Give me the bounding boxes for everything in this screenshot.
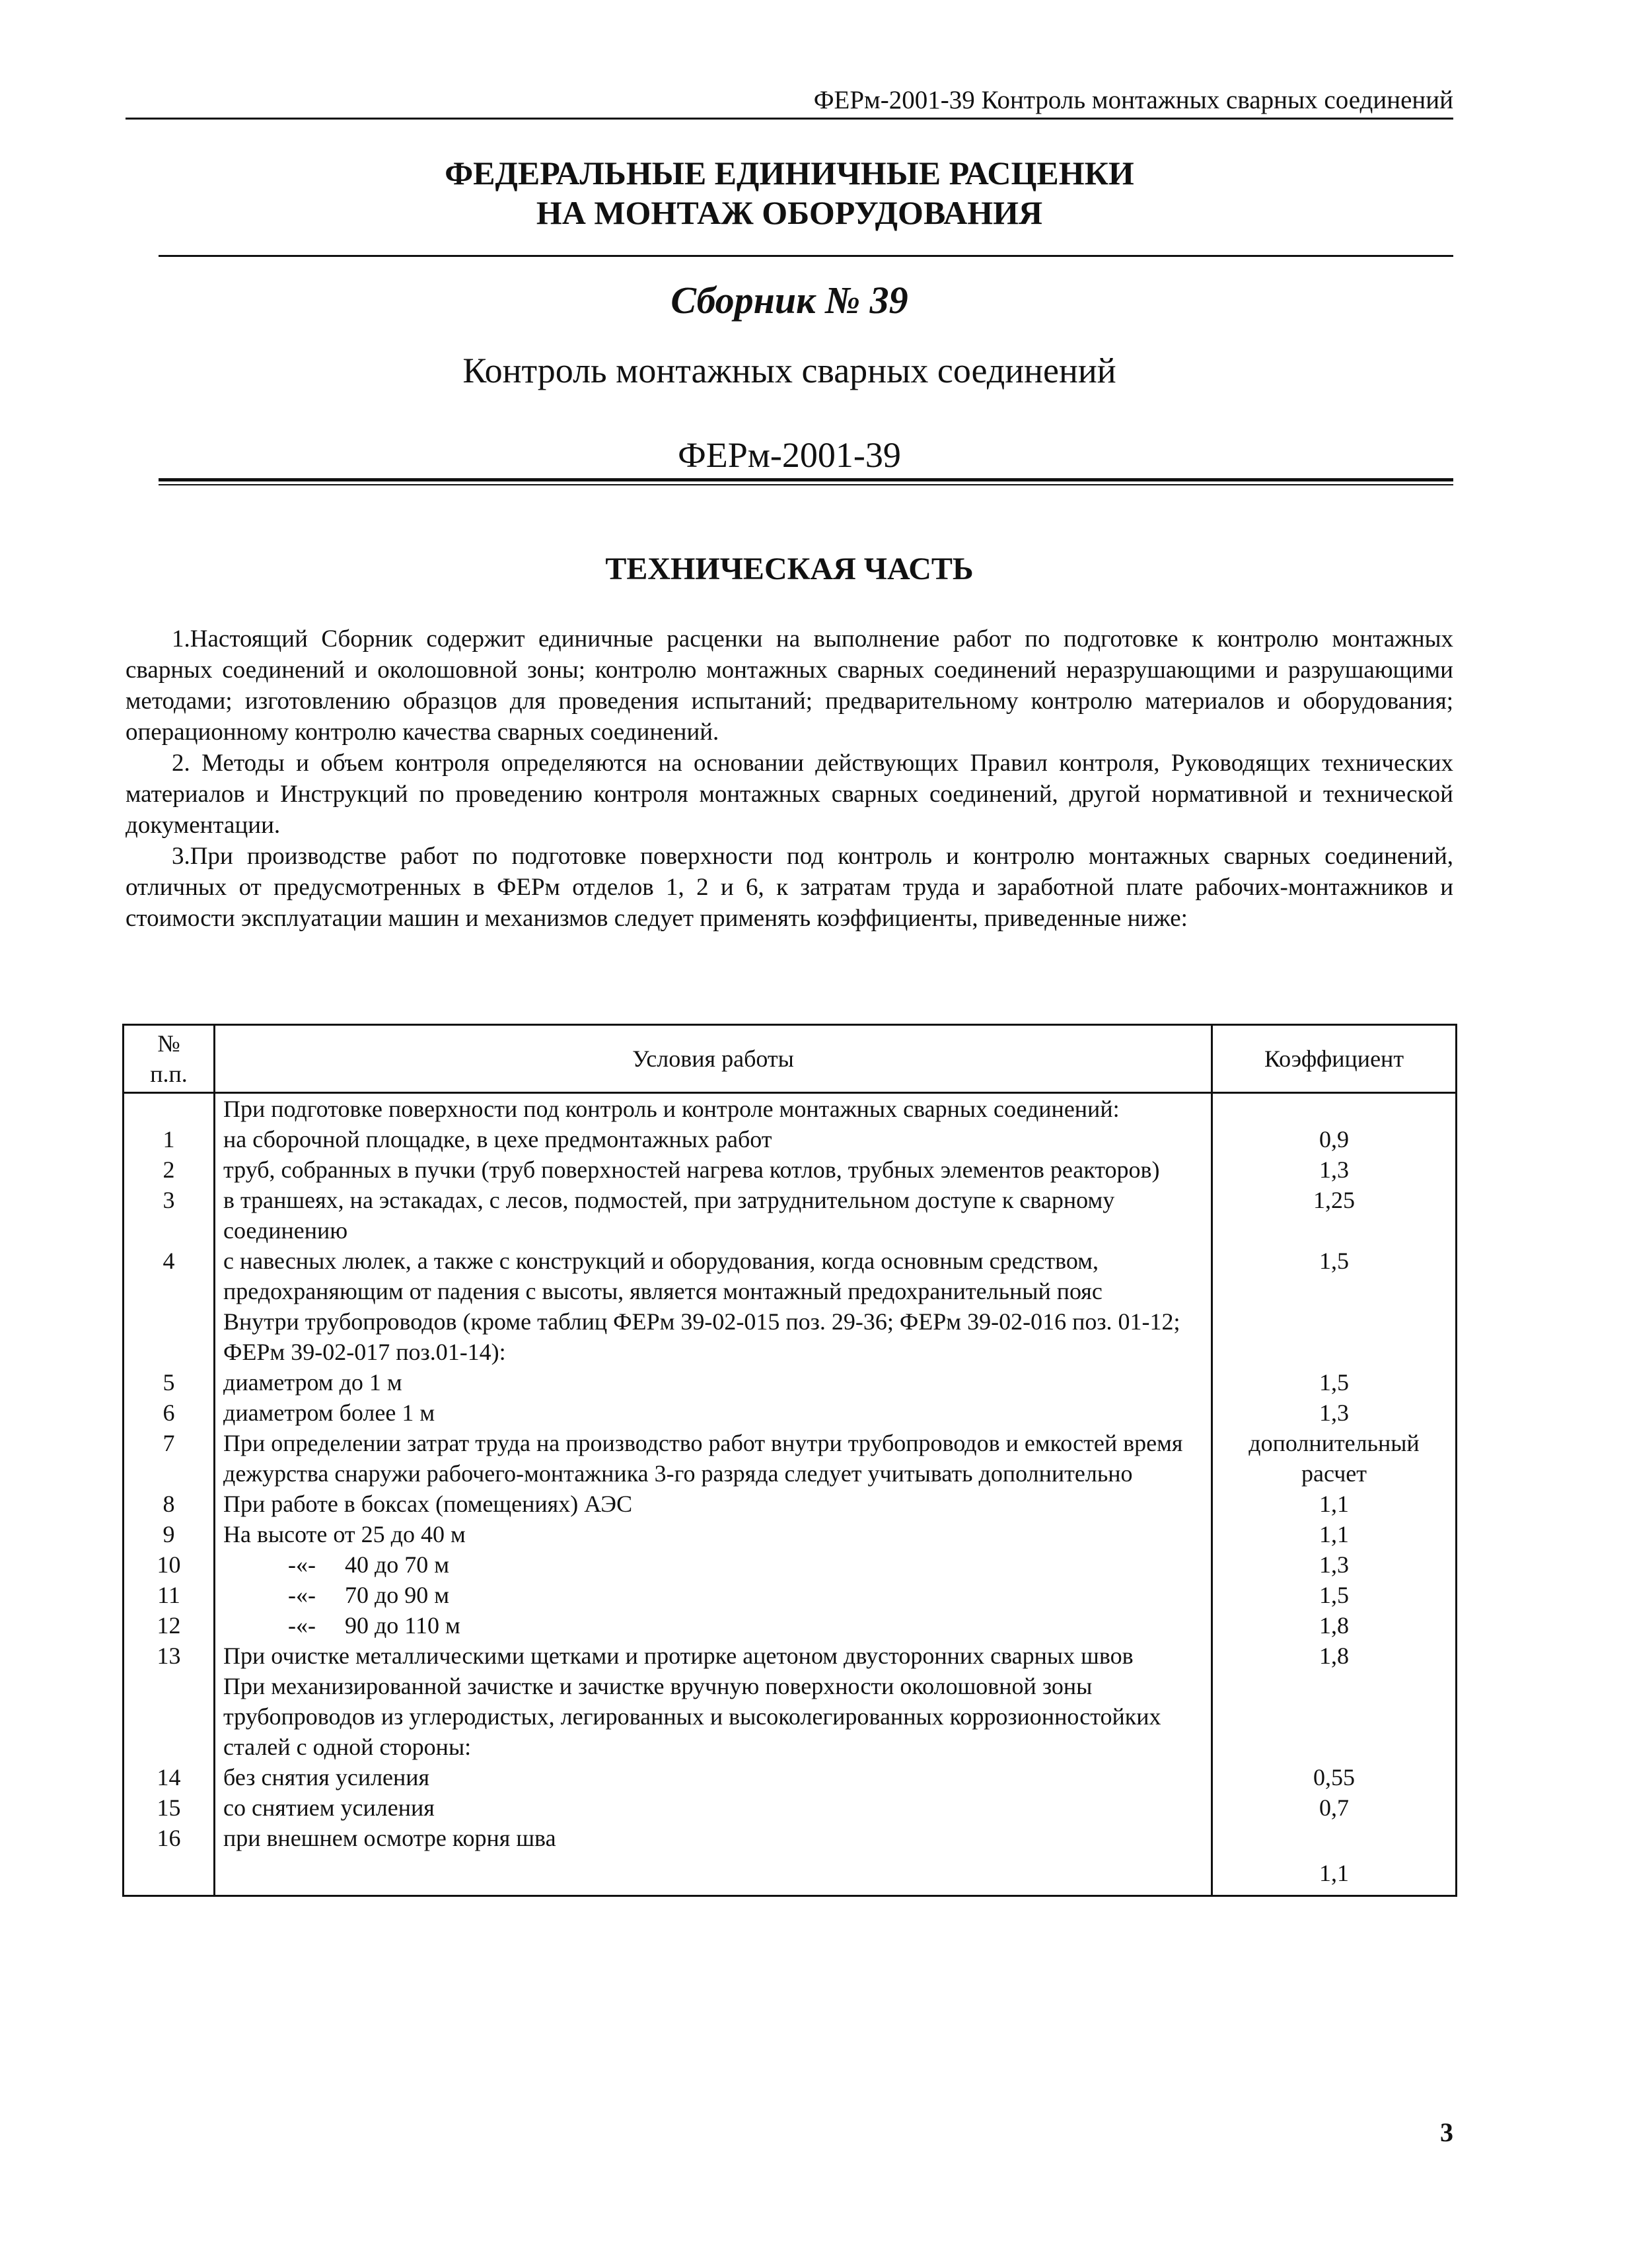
ditto-mark: -«- bbox=[288, 1551, 316, 1578]
height-range: 90 до 110 м bbox=[344, 1612, 460, 1639]
row-coefficient: 1,5 bbox=[1212, 1246, 1457, 1306]
row-condition: диаметром более 1 м bbox=[215, 1398, 1212, 1428]
table-row bbox=[124, 1428, 1457, 1489]
main-title bbox=[126, 153, 1453, 232]
coefficients-table-wrap bbox=[122, 1024, 1455, 1897]
collection-code: ФЕРм-2001-39 bbox=[678, 435, 901, 475]
table-row bbox=[124, 1185, 1457, 1246]
table-row bbox=[124, 1671, 1457, 1762]
row-num: 4 bbox=[124, 1246, 215, 1306]
row-condition: диаметром до 1 м bbox=[215, 1367, 1212, 1398]
table-row bbox=[124, 1762, 1457, 1792]
row-num: 13 bbox=[124, 1641, 215, 1671]
ditto-mark: -«- bbox=[288, 1582, 316, 1608]
row-condition: без снятия усиления bbox=[215, 1762, 1212, 1792]
row-condition: При работе в боксах (помещениях) АЭС bbox=[215, 1489, 1212, 1519]
row-num: 2 bbox=[124, 1154, 215, 1185]
row-num: 6 bbox=[124, 1398, 215, 1428]
header-num-line-2: п.п. bbox=[150, 1061, 188, 1087]
row-num bbox=[124, 1093, 215, 1125]
row-num: 3 bbox=[124, 1185, 215, 1246]
row-condition bbox=[215, 1580, 1212, 1610]
table-row bbox=[124, 1306, 1457, 1367]
height-range: 40 до 70 м bbox=[344, 1551, 450, 1578]
row-condition: При механизированной зачистке и зачистке вручную поверхности околошовной зоны трубопроводов из углеродистых, легированных и высоколегированных коррозионностойких сталей с одной стороны: bbox=[215, 1671, 1212, 1762]
collection-subtitle: Контроль монтажных сварных соединений bbox=[462, 351, 1116, 390]
table-row bbox=[124, 1549, 1457, 1580]
paragraph-2: 2. Методы и объем контроля определяются на основании действующих Правил контроля, Руководящих технических материалов и Инструкций по проведению контроля монтажных сварных соединений, другой нормативной и технической документации. bbox=[126, 750, 1453, 839]
row-coefficient bbox=[1212, 1306, 1457, 1367]
row-condition: Внутри трубопроводов (кроме таблиц ФЕРм 39-02-015 поз. 29-36; ФЕРм 39-02-016 поз. 01-12; ФЕРм 39-02-017 поз.01-14): bbox=[215, 1306, 1212, 1367]
table-row bbox=[124, 1823, 1457, 1896]
collection-title: Сборник № 39 bbox=[670, 279, 908, 322]
row-coefficient: 1,3 bbox=[1212, 1549, 1457, 1580]
row-coefficient: 1,25 bbox=[1212, 1185, 1457, 1246]
row-num bbox=[124, 1306, 215, 1367]
paragraph-3: 3.При производстве работ по подготовке поверхности под контроль и контролю монтажных сварных соединений, отличных от предусмотренных в ФЕРм отделов 1, 2 и 6, к затратам труда и заработной плате рабочих-монтажников и стоимости эксплуатации машин и механизмов следует применять коэффициенты, приведенные ниже: bbox=[126, 843, 1453, 932]
row-num: 11 bbox=[124, 1580, 215, 1610]
section-title: ТЕХНИЧЕСКАЯ ЧАСТЬ bbox=[605, 551, 974, 586]
row-coefficient: 1,8 bbox=[1212, 1610, 1457, 1641]
row-num: 14 bbox=[124, 1762, 215, 1792]
row-num: 8 bbox=[124, 1489, 215, 1519]
row-coefficient: 0,55 bbox=[1212, 1762, 1457, 1792]
row-num: 5 bbox=[124, 1367, 215, 1398]
table-row bbox=[124, 1792, 1457, 1823]
table-row bbox=[124, 1580, 1457, 1610]
header-num bbox=[124, 1025, 215, 1093]
row-condition: При подготовке поверхности под контроль и контроле монтажных сварных соединений: bbox=[215, 1093, 1212, 1125]
divider-double-thick bbox=[159, 478, 1453, 481]
row-condition: при внешнем осмотре корня шва bbox=[215, 1823, 1212, 1896]
table-row bbox=[124, 1367, 1457, 1398]
row-coefficient: 1,1 bbox=[1212, 1489, 1457, 1519]
table-row bbox=[124, 1093, 1457, 1125]
table-row bbox=[124, 1154, 1457, 1185]
row-coefficient: 1,1 bbox=[1212, 1519, 1457, 1549]
table-row bbox=[124, 1124, 1457, 1154]
row-condition bbox=[215, 1549, 1212, 1580]
table-row bbox=[124, 1246, 1457, 1306]
table-row bbox=[124, 1489, 1457, 1519]
row-num bbox=[124, 1671, 215, 1762]
row-condition: на сборочной площадке, в цехе предмонтажных работ bbox=[215, 1124, 1212, 1154]
header-coefficient: Коэффициент bbox=[1212, 1025, 1457, 1093]
header-conditions: Условия работы bbox=[215, 1025, 1212, 1093]
divider-top bbox=[159, 255, 1453, 257]
row-condition: в траншеях, на эстакадах, с лесов, подмостей, при затруднительном доступе к сварному соединению bbox=[215, 1185, 1212, 1246]
coefficients-table bbox=[122, 1024, 1457, 1897]
running-header: ФЕРм-2001-39 Контроль монтажных сварных соединений bbox=[126, 85, 1453, 120]
paragraph-1: 1.Настоящий Сборник содержит единичные расценки на выполнение работ по подготовке к контролю монтажных сварных соединений и околошовной зоны; контролю монтажных сварных соединений неразрушающими и разрушающими методами; изготовлению образцов для проведения испытаний; предварительному контролю материалов и оборудования; операционному контролю качества сварных соединений. bbox=[126, 625, 1453, 746]
row-condition bbox=[215, 1610, 1212, 1641]
row-condition: На высоте от 25 до 40 м bbox=[215, 1519, 1212, 1549]
row-condition: труб, собранных в пучки (труб поверхностей нагрева котлов, трубных элементов реакторов) bbox=[215, 1154, 1212, 1185]
row-num: 15 bbox=[124, 1792, 215, 1823]
table-row bbox=[124, 1398, 1457, 1428]
row-coefficient bbox=[1212, 1671, 1457, 1762]
page-number: 3 bbox=[1440, 2117, 1453, 2147]
row-coefficient: 1,3 bbox=[1212, 1154, 1457, 1185]
row-condition: При определении затрат труда на производство работ внутри трубопроводов и емкостей время дежурства снаружи рабочего-монтажника 3-го разряда следует учитывать дополнительно bbox=[215, 1428, 1212, 1489]
height-range: 70 до 90 м bbox=[344, 1582, 450, 1608]
row-coefficient: 0,9 bbox=[1212, 1124, 1457, 1154]
table-row bbox=[124, 1610, 1457, 1641]
table-row bbox=[124, 1641, 1457, 1671]
row-condition: со снятием усиления bbox=[215, 1792, 1212, 1823]
main-title-line-1: ФЕДЕРАЛЬНЫЕ ЕДИНИЧНЫЕ РАСЦЕНКИ bbox=[445, 155, 1134, 192]
row-num: 1 bbox=[124, 1124, 215, 1154]
row-num: 10 bbox=[124, 1549, 215, 1580]
ditto-mark: -«- bbox=[288, 1612, 316, 1639]
row-coefficient: 0,7 bbox=[1212, 1792, 1457, 1823]
row-num: 12 bbox=[124, 1610, 215, 1641]
row-num: 7 bbox=[124, 1428, 215, 1489]
row-coefficient: 1,1 bbox=[1212, 1823, 1457, 1896]
row-condition: с навесных люлек, а также с конструкций и оборудования, когда основным средством, предохраняющим от падения с высоты, является монтажный предохранительный пояс bbox=[215, 1246, 1212, 1306]
row-coefficient: 1,8 bbox=[1212, 1641, 1457, 1671]
row-coefficient: 1,5 bbox=[1212, 1580, 1457, 1610]
row-coefficient: дополнительный расчет bbox=[1212, 1428, 1457, 1489]
table-row bbox=[124, 1519, 1457, 1549]
header-num-line-1: № bbox=[157, 1030, 180, 1057]
divider-double-thin bbox=[159, 484, 1453, 485]
main-title-line-2: НА МОНТАЖ ОБОРУДОВАНИЯ bbox=[536, 194, 1043, 231]
row-coefficient: 1,3 bbox=[1212, 1398, 1457, 1428]
row-condition: При очистке металлическими щетками и протирке ацетоном двусторонних сварных швов bbox=[215, 1641, 1212, 1671]
row-coefficient bbox=[1212, 1093, 1457, 1125]
row-num: 16 bbox=[124, 1823, 215, 1896]
row-num: 9 bbox=[124, 1519, 215, 1549]
row-coefficient: 1,5 bbox=[1212, 1367, 1457, 1398]
technical-text bbox=[126, 623, 1453, 934]
table-header-row bbox=[124, 1025, 1457, 1093]
